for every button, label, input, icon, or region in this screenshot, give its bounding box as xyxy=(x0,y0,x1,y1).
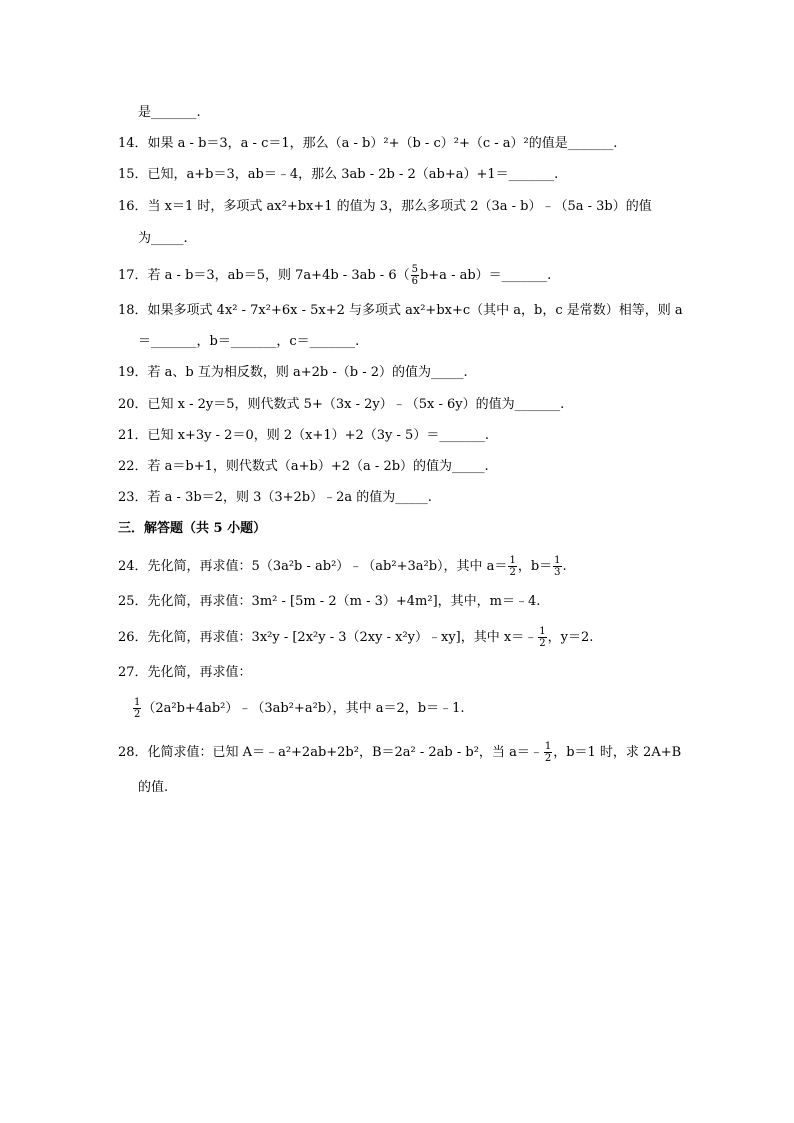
fraction-numerator: 1 xyxy=(554,555,561,566)
q27-text-post: （2a²b+4ab²）﹣（3ab²+a²b），其中 a＝2，b＝﹣1. xyxy=(142,701,465,716)
question-22: 22．若 a＝b+1，则代数式（a+b）+2（a - 2b）的值为_____. xyxy=(118,459,489,474)
q26-text-post: ，y＝2. xyxy=(547,630,594,645)
question-28 xyxy=(118,741,681,764)
fraction-numerator: 1 xyxy=(509,555,516,566)
q24-text-post: . xyxy=(562,559,567,574)
question-27: 27．先化简，再求值： xyxy=(118,665,252,680)
question-18: 18．如果多项式 4x² - 7x²+6x - 5x+2 与多项式 ax²+bx+c（其中 a，b，c 是常数）相等，则 a xyxy=(118,303,683,318)
question-19: 19．若 a、b 互为相反数，则 a+2b -（b - 2）的值为_____. xyxy=(118,365,468,380)
question-16-cont: 为_____. xyxy=(138,231,188,246)
q28-text-pre: 28．化简求值：已知 A＝﹣a²+2ab+2b²，B＝2a² - 2ab - b²，当 a＝﹣ xyxy=(118,745,543,760)
fraction-denominator: 2 xyxy=(544,753,552,764)
q28-text-post: ，b＝1 时，求 2A+B xyxy=(553,745,682,760)
question-20: 20．已知 x - 2y＝5，则代数式 5+（3x - 2y）﹣（5x - 6y）的值为_______. xyxy=(118,397,565,412)
question-15: 15．已知，a+b＝3，ab＝﹣4，那么 3ab - 2b - 2（ab+a）+1＝_______. xyxy=(118,167,559,182)
question-28-cont: 的值. xyxy=(138,780,169,795)
continuation-line: 是_______. xyxy=(138,105,201,120)
fraction-1-2 xyxy=(133,697,141,720)
question-24 xyxy=(118,555,567,578)
fraction-numerator: 1 xyxy=(134,697,141,708)
question-14: 14．如果 a - b＝3，a - c＝1，那么（a - b）²+（b - c）²+（c - a）²的值是_______. xyxy=(118,136,618,151)
q26-text-pre: 26．先化简，再求值：3x²y - [2x²y - 3（2xy - x²y）﹣xy]，其中 x＝﹣ xyxy=(118,630,538,645)
fraction-denominator: 2 xyxy=(134,709,141,720)
question-18-cont: ＝_______，b＝_______，c＝_______. xyxy=(138,334,360,349)
q24-text-mid: ，b＝ xyxy=(517,559,553,574)
fraction-denominator: 3 xyxy=(554,567,561,578)
fraction-denominator: 2 xyxy=(509,567,516,578)
fraction-5-6 xyxy=(411,264,419,287)
question-21: 21．已知 x+3y - 2＝0，则 2（x+1）+2（3y - 5）＝_______. xyxy=(118,428,489,443)
question-17 xyxy=(118,264,551,287)
fraction-numerator: 1 xyxy=(539,626,546,637)
fraction-1-3 xyxy=(553,555,561,578)
fraction-numerator: 1 xyxy=(544,741,552,752)
fraction-denominator: 2 xyxy=(539,638,546,649)
fraction-numerator: 5 xyxy=(411,264,418,275)
fraction-1-2 xyxy=(508,555,516,578)
question-26 xyxy=(118,626,593,649)
question-25: 25．先化简，再求值：3m² - [5m - 2（m - 3）+4m²]，其中，m＝﹣4. xyxy=(118,594,541,609)
question-27-expression xyxy=(132,697,465,720)
fraction-1-2 xyxy=(544,741,552,764)
section-heading: 三．解答题（共 5 小题） xyxy=(118,521,267,536)
question-16: 16．当 x＝1 时，多项式 ax²+bx+1 的值为 3，那么多项式 2（3a - b）﹣（5a - 3b）的值 xyxy=(118,199,652,214)
q17-text-pre: 17．若 a - b＝3，ab＝5，则 7a+4b - 3ab - 6（ xyxy=(118,268,410,283)
fraction-denominator: 6 xyxy=(411,276,418,287)
q17-text-post: b+a - ab）＝_______. xyxy=(419,268,552,283)
q24-text-pre: 24．先化简，再求值：5（3a²b - ab²）﹣（ab²+3a²b），其中 a＝ xyxy=(118,559,508,574)
fraction-1-2 xyxy=(538,626,546,649)
question-23: 23．若 a - 3b＝2，则 3（3+2b）﹣2a 的值为_____. xyxy=(118,490,432,505)
